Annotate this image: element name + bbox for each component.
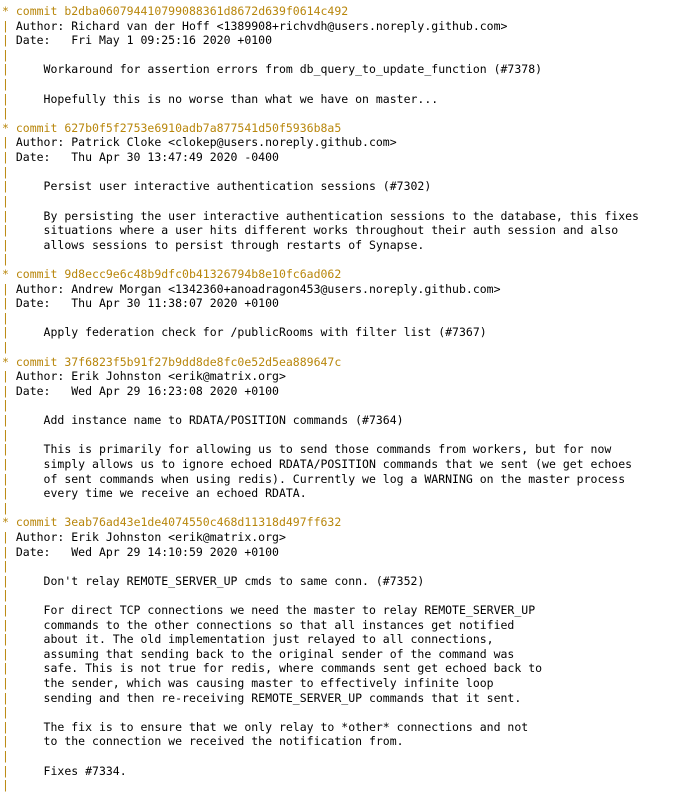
graph-pipe-icon: | [2,544,16,559]
commit-message-text: safe. This is not true for redis, where commands sent get echoed back to [8,661,543,676]
graph-pipe-icon: | [2,427,9,442]
commit-message-line [2,457,692,472]
commit-message-text: assuming that sending back to the original sender of the command was [8,646,515,661]
commit-message-line [2,92,692,107]
commit-message-line [2,62,692,77]
commit-message-line [2,413,692,428]
commit-message-text: Apply federation check for /publicRooms with filter list (#7367) [8,325,487,340]
commit-keyword: commit [15,4,65,18]
graph-pipe-icon: | [2,398,9,413]
commit-hash: b2dba060794410799088361d8672d639f0614c492 [64,4,349,18]
commit-message-line [2,238,692,253]
commit-blank [2,48,692,63]
commit-date [2,545,692,560]
author-text: Author: Andrew Morgan <1342360+anoadragon453@users.noreply.github.com> [15,281,501,296]
commit-message-text: The fix is to ensure that we only relay to *other* connections and not [8,719,529,734]
graph-pipe-icon: | [2,442,9,457]
commit-hash: 3eab76ad43e1de4074550c468d11318d497ff632 [64,515,342,530]
commit-blank [2,252,692,267]
commit-hash: 627b0f5f2753e6910adb7a877541d50f5936b8a5 [64,120,342,135]
graph-pipe-icon: | [2,559,9,574]
commit-author [2,19,692,34]
commit-author [2,530,692,545]
commit-message-text: simply allows us to ignore echoed RDATA/POSITION commands that we sent (we get echoes [8,456,633,471]
commit-header [2,4,692,19]
graph-pipe-icon: | [2,529,16,544]
commit-message-line [2,720,692,735]
author-text: Author: Richard van der Hoff <1389908+richvdh@users.noreply.github.com> [15,18,508,33]
graph-pipe-icon: | [2,500,9,515]
graph-pipe-icon: | [2,734,9,749]
commit-message-line [2,749,692,764]
commit-author [2,369,692,384]
commit-message-line [2,486,692,501]
commit-message-line [2,647,692,662]
date-text: Date: Wed Apr 29 16:23:08 2020 +0100 [15,383,279,398]
graph-pipe-icon: | [2,369,16,384]
graph-pipe-icon: | [2,310,9,325]
graph-pipe-icon: | [2,456,9,471]
date-text: Date: Wed Apr 29 14:10:59 2020 +0100 [15,544,279,559]
commit-date [2,150,692,165]
commit-message-text: Don't relay REMOTE_SERVER_UP cmds to same conn. (#7352) [8,573,425,588]
commit-message-line [2,179,692,194]
commit-message-line [2,472,692,487]
commit-header [2,515,692,530]
commit-message-line [2,209,692,224]
commit-message-text: sending and then re-receiving REMOTE_SERVER_UP commands that it sent. [8,690,522,705]
commit-blank [2,340,692,355]
graph-pipe-icon: | [2,749,9,764]
commit-message-text: to the connection we received the notification from. [8,734,404,749]
commit-blank [2,165,692,180]
commit-author [2,282,692,297]
commit-message-text: Add instance name to RDATA/POSITION commands (#7364) [8,413,404,428]
graph-pipe-icon: | [2,135,16,150]
commit-message-line [2,734,692,749]
commit-message-text: This is primarily for allowing us to send those commands from workers, but for now [8,442,612,457]
date-text: Date: Thu Apr 30 11:38:07 2020 +0100 [15,296,279,311]
commit-message-text: Fixes #7334. [8,763,127,778]
commit-message-text: For direct TCP connections we need the master to relay REMOTE_SERVER_UP [8,602,536,617]
graph-pipe-icon: | [2,617,9,632]
graph-pipe-icon: | [2,91,9,106]
graph-pipe-icon: | [2,340,9,355]
graph-pipe-icon: | [2,193,9,208]
commit-header [2,267,692,282]
commit-message-line [2,574,692,589]
commit-message-line [2,691,692,706]
graph-pipe-icon: | [2,588,9,603]
commit-message-text: situations where a user hits different works throughout their auth session and also [8,223,619,238]
commit-blank [2,778,692,793]
author-text: Author: Erik Johnston <erik@matrix.org> [15,369,286,384]
commit-blank [2,559,692,574]
commit-message-text: By persisting the user interactive authentication sessions to the database, this fixes [8,208,639,223]
graph-pipe-icon: | [2,661,9,676]
graph-pipe-icon: | [2,573,9,588]
graph-pipe-icon: | [2,164,9,179]
graph-pipe-icon: | [2,237,9,252]
graph-pipe-icon: | [2,676,9,691]
commit-keyword: commit [15,120,65,135]
commit-message-line [2,428,692,443]
graph-pipe-icon: | [2,47,9,62]
graph-pipe-icon: | [2,690,9,705]
date-text: Date: Thu Apr 30 13:47:49 2020 -0400 [15,150,279,165]
author-text: Author: Patrick Cloke <clokep@users.noreply.github.com> [15,135,397,150]
graph-pipe-icon: | [2,632,9,647]
graph-star-icon: * [2,354,16,369]
graph-pipe-icon: | [2,471,9,486]
commit-hash: 9d8ecc9e6c48b9dfc0b41326794b8e10fc6ad062 [64,266,342,281]
graph-pipe-icon: | [2,281,16,296]
commit-date [2,296,692,311]
commit-message-line [2,661,692,676]
graph-pipe-icon: | [2,646,9,661]
graph-pipe-icon: | [2,296,16,311]
commit-header [2,121,692,136]
commit-keyword: commit [15,354,65,369]
graph-pipe-icon: | [2,778,9,793]
commit-message-text: of sent commands when using redis). Currently we log a WARNING on the master process [8,471,626,486]
commit-message-line [2,676,692,691]
graph-pipe-icon: | [2,33,16,48]
commit-message-text: Hopefully this is no worse than what we have on master... [8,91,439,106]
commit-keyword: commit [15,515,65,530]
graph-pipe-icon: | [2,106,9,121]
graph-pipe-icon: | [2,705,9,720]
graph-pipe-icon: | [2,208,9,223]
commit-message-line [2,223,692,238]
commit-blank [2,501,692,516]
graph-star-icon: * [2,4,16,18]
commit-message-text: Persist user interactive authentication sessions (#7302) [8,179,432,194]
commit-message-text: commands to the other connections so that all instances get notified [8,617,515,632]
commit-message-line [2,194,692,209]
commit-message-line [2,325,692,340]
graph-star-icon: * [2,120,16,135]
commit-hash: 37f6823f5b91f27b9dd8de8fc0e52d5ea889647c [64,354,342,369]
graph-pipe-icon: | [2,77,9,92]
commit-message-text: the sender, which was causing master to effectively infinite loop [8,676,494,691]
commit-message-text: allows sessions to persist through restarts of Synapse. [8,237,425,252]
graph-pipe-icon: | [2,179,9,194]
commit-message-text: about it. The old implementation just relayed to all connections, [8,632,494,647]
graph-pipe-icon: | [2,252,9,267]
commit-message-text: Workaround for assertion errors from db_query_to_update_function (#7378) [8,62,543,77]
commit-message-line [2,603,692,618]
commit-date [2,384,692,399]
commit-message-line [2,705,692,720]
graph-pipe-icon: | [2,383,16,398]
graph-star-icon: * [2,515,16,530]
graph-pipe-icon: | [2,486,9,501]
commit-blank [2,106,692,121]
graph-pipe-icon: | [2,150,16,165]
graph-star-icon: * [2,266,16,281]
commit-message-line [2,632,692,647]
commit-message-line [2,618,692,633]
graph-pipe-icon: | [2,223,9,238]
commit-blank [2,398,692,413]
graph-pipe-icon: | [2,719,9,734]
graph-pipe-icon: | [2,18,16,33]
commit-message-line [2,77,692,92]
author-text: Author: Erik Johnston <erik@matrix.org> [15,529,286,544]
graph-pipe-icon: | [2,325,9,340]
date-text: Date: Fri May 1 09:25:16 2020 +0100 [15,33,273,48]
commit-blank [2,311,692,326]
commit-message-line [2,442,692,457]
commit-date [2,33,692,48]
commit-message-line [2,588,692,603]
commit-header [2,355,692,370]
graph-pipe-icon: | [2,602,9,617]
graph-pipe-icon: | [2,413,9,428]
commit-message-line [2,764,692,779]
graph-pipe-icon: | [2,62,9,77]
commit-message-text: every time we receive an echoed RDATA. [8,486,307,501]
commit-keyword: commit [15,266,65,281]
graph-pipe-icon: | [2,763,9,778]
commit-author [2,135,692,150]
